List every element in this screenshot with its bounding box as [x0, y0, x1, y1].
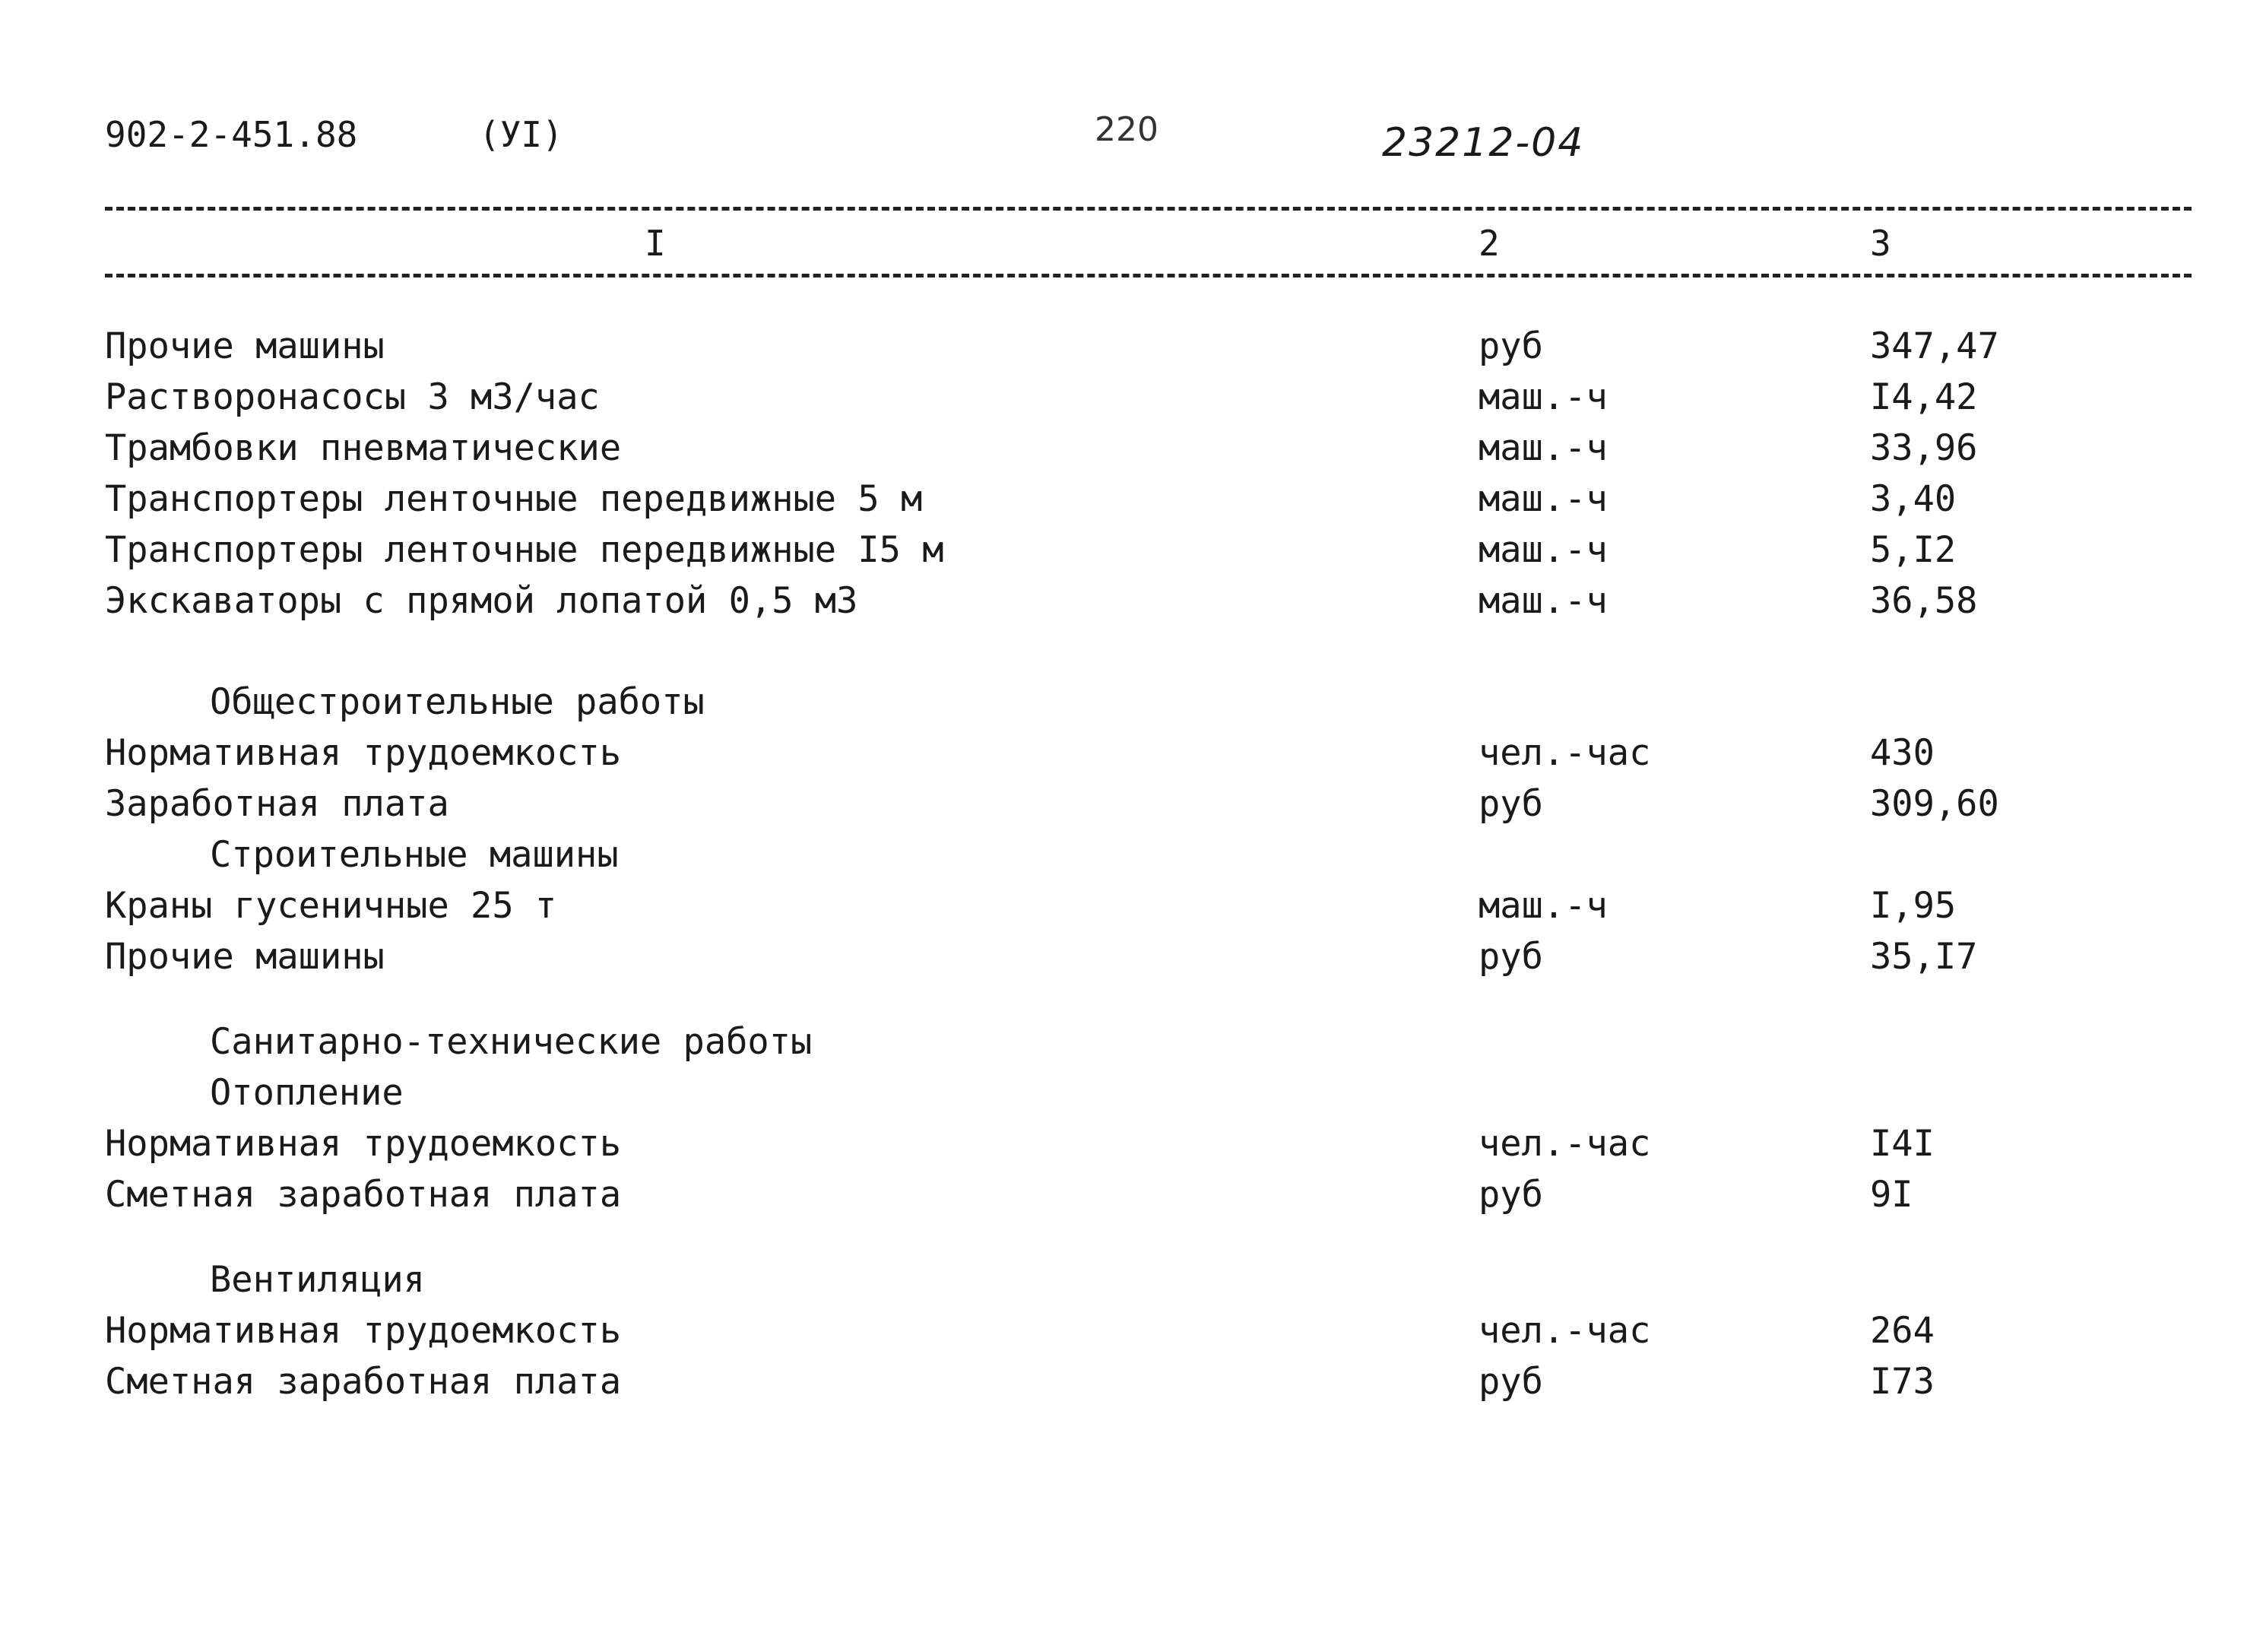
section-heading: Вентиляция — [210, 1259, 425, 1301]
item-value: I73 — [1870, 1361, 1935, 1403]
item-unit: маш.-ч — [1479, 478, 1608, 520]
section-heading-row — [0, 1021, 2263, 1067]
section-heading: Общестроительные работы — [210, 681, 705, 723]
section-heading-row — [0, 1072, 2263, 1118]
item-name: Трамбовки пневматические — [105, 427, 622, 469]
item-value: 430 — [1870, 732, 1935, 774]
column-header-2: 2 — [1479, 223, 1500, 264]
table-row — [0, 478, 2263, 524]
item-value: 5,I2 — [1870, 529, 1957, 571]
table-row — [0, 376, 2263, 422]
section-number: (УI) — [479, 114, 563, 155]
item-name: Краны гусеничные 25 т — [105, 885, 557, 927]
table-row — [0, 1123, 2263, 1168]
item-name: Заработная плата — [105, 783, 449, 825]
item-unit: маш.-ч — [1479, 580, 1608, 622]
stamp-number: 23212-04 — [1382, 120, 1585, 166]
item-unit: чел.-час — [1479, 732, 1651, 774]
item-unit: руб — [1479, 936, 1543, 978]
table-row — [0, 1361, 2263, 1406]
table-header-bottom-rule — [105, 274, 2192, 277]
page-number: 220 — [1095, 110, 1158, 149]
column-header-1: I — [645, 223, 666, 264]
item-value: 9I — [1870, 1174, 1913, 1216]
item-value: I,95 — [1870, 885, 1957, 927]
item-value: 35,I7 — [1870, 936, 1978, 978]
item-name: Растворонасосы 3 м3/час — [105, 376, 600, 418]
item-name: Прочие машины — [105, 936, 385, 978]
section-heading-row — [0, 681, 2263, 727]
section-heading-row — [0, 1259, 2263, 1305]
table-row — [0, 325, 2263, 371]
column-header-3: 3 — [1870, 223, 1891, 264]
item-value: 264 — [1870, 1310, 1935, 1352]
table-row — [0, 936, 2263, 981]
item-value: I4,42 — [1870, 376, 1978, 418]
item-name: Транспортеры ленточные передвижные 5 м — [105, 478, 923, 520]
item-unit: чел.-час — [1479, 1123, 1651, 1165]
section-heading: Отопление — [210, 1072, 404, 1114]
table-row — [0, 1174, 2263, 1219]
item-unit: маш.-ч — [1479, 529, 1608, 571]
table-header-top-rule — [105, 207, 2192, 211]
table-row — [0, 529, 2263, 575]
item-name: Сметная заработная плата — [105, 1361, 622, 1403]
item-value: 309,60 — [1870, 783, 1999, 825]
item-unit: маш.-ч — [1479, 885, 1608, 927]
table-row — [0, 1310, 2263, 1356]
item-unit: руб — [1479, 1174, 1543, 1216]
section-heading: Строительные машины — [210, 834, 619, 876]
table-row — [0, 427, 2263, 473]
section-heading: Санитарно-технические работы — [210, 1021, 813, 1063]
item-unit: чел.-час — [1479, 1310, 1651, 1352]
item-unit: маш.-ч — [1479, 376, 1608, 418]
item-name: Нормативная трудоемкость — [105, 1310, 622, 1352]
item-name: Прочие машины — [105, 325, 385, 367]
item-name: Нормативная трудоемкость — [105, 1123, 622, 1165]
item-unit: маш.-ч — [1479, 427, 1608, 469]
item-value: 33,96 — [1870, 427, 1978, 469]
item-unit: руб — [1479, 783, 1543, 825]
item-name: Транспортеры ленточные передвижные I5 м — [105, 529, 944, 571]
table-row — [0, 732, 2263, 778]
item-value: 36,58 — [1870, 580, 1978, 622]
item-unit: руб — [1479, 325, 1543, 367]
section-heading-row — [0, 834, 2263, 880]
item-name: Экскаваторы с прямой лопатой 0,5 м3 — [105, 580, 858, 622]
table-row — [0, 580, 2263, 626]
item-name: Сметная заработная плата — [105, 1174, 622, 1216]
table-row — [0, 885, 2263, 931]
item-name: Нормативная трудоемкость — [105, 732, 622, 774]
item-value: 347,47 — [1870, 325, 1999, 367]
item-value: I4I — [1870, 1123, 1935, 1165]
item-value: 3,40 — [1870, 478, 1957, 520]
table-row — [0, 783, 2263, 829]
document-code: 902-2-451.88 — [105, 114, 358, 155]
item-unit: руб — [1479, 1361, 1543, 1403]
